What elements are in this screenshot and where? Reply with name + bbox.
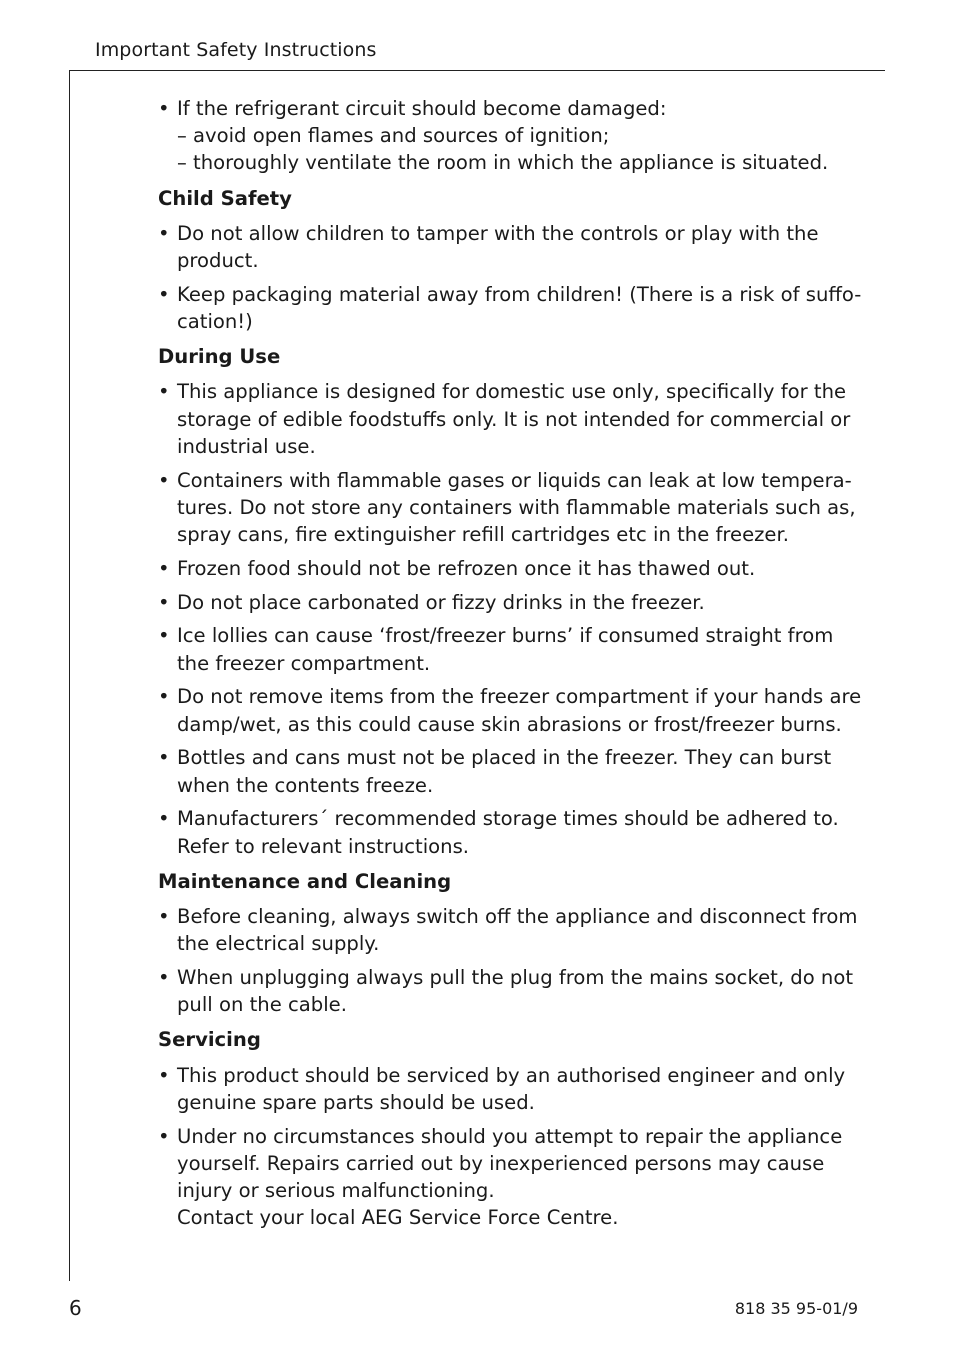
bullet-text-line: Ice lollies can cause ‘frost/freezer burns’ if consumed straight from	[177, 624, 834, 648]
bullet-text-line: When unplugging always pull the plug from the mains socket, do not	[177, 966, 854, 990]
section-heading: Child Safety	[158, 186, 292, 210]
bullet-item	[158, 964, 868, 1018]
bullet-dot: •	[158, 590, 170, 614]
bullet-dot: •	[158, 282, 170, 306]
bullet-text-line: genuine spare parts should be used.	[177, 1090, 535, 1114]
bullet-item	[158, 378, 868, 460]
bullet-text-line: the electrical supply.	[177, 932, 380, 956]
bullet-text-line: If the refrigerant circuit should become damaged:	[177, 97, 667, 120]
bullet-dot: •	[158, 746, 170, 770]
bullet-item	[158, 744, 868, 798]
bullet-text-line: Under no circumstances should you attempt to repair the appliance	[177, 1124, 843, 1148]
bullet-item	[158, 589, 868, 616]
bullet-text-line: Keep packaging material away from children! (There is a risk of suffo-	[177, 282, 862, 306]
bullet-text-line: – thoroughly ventilate the room in which the appliance is situated.	[177, 151, 829, 175]
bullet-dot: •	[158, 685, 170, 709]
bullet-text-line: storage of edible foodstuffs only. It is not intended for commercial or	[177, 407, 851, 431]
bullet-item	[158, 95, 868, 177]
bullet-text-line: cation!)	[177, 310, 253, 334]
bullet-text-line: injury or serious malfunctioning.	[177, 1179, 495, 1203]
bullet-text-line: Manufacturers´ recommended storage times should be adhered to.	[177, 807, 839, 831]
section-heading: During Use	[158, 345, 281, 369]
bullet-text-line: This product should be serviced by an authorised engineer and only	[177, 1063, 846, 1087]
bullet-text-line: industrial use.	[177, 434, 316, 458]
bullet-text-line: yourself. Repairs carried out by inexperienced persons may cause	[177, 1151, 825, 1175]
bullet-dot: •	[158, 905, 170, 929]
bullet-text-line: spray cans, fire extinguisher refill cartridges etc in the freezer.	[177, 523, 789, 547]
bullet-item	[158, 683, 868, 737]
bullet-text-line: when the contents freeze.	[177, 773, 434, 797]
bullet-dot: •	[158, 966, 170, 990]
bullet-item	[158, 903, 868, 957]
bullet-text-line: This appliance is designed for domestic use only, specifically for the	[177, 380, 847, 404]
page-number: 6	[69, 1296, 82, 1320]
bullet-text-line: Do not place carbonated or fizzy drinks in the freezer.	[177, 590, 705, 614]
bullet-text-line: Contact your local AEG Service Force Centre.	[177, 1206, 619, 1230]
bullet-text-line: tures. Do not store any containers with flammable materials such as,	[177, 495, 856, 519]
document-code: 818 35 95-01/9	[734, 1299, 858, 1318]
document-body	[158, 95, 868, 1238]
bullet-text-line: – avoid open flames and sources of ignition;	[177, 124, 610, 148]
bullet-item	[158, 555, 868, 582]
bullet-text-line: the freezer compartment.	[177, 651, 431, 675]
bullet-text-line: Frozen food should not be refrozen once it has thawed out.	[177, 556, 756, 580]
bullet-item	[158, 1062, 868, 1116]
bullet-dot: •	[158, 807, 170, 831]
bullet-text-line: Bottles and cans must not be placed in the freezer. They can burst	[177, 746, 832, 770]
bullet-item	[158, 281, 868, 335]
bullet-dot: •	[158, 556, 170, 580]
bullet-dot: •	[158, 1124, 170, 1148]
margin-rule	[69, 70, 70, 1281]
header-rule	[69, 70, 885, 71]
bullet-text-line: Refer to relevant instructions.	[177, 834, 470, 858]
bullet-dot: •	[158, 468, 170, 492]
bullet-text-line: Containers with flammable gases or liquids can leak at low tempera-	[177, 468, 852, 492]
bullet-text-line: Before cleaning, always switch off the appliance and disconnect from	[177, 905, 858, 929]
bullet-item	[158, 805, 868, 859]
section-heading: Servicing	[158, 1028, 261, 1052]
bullet-item	[158, 622, 868, 676]
bullet-item	[158, 467, 868, 549]
bullet-dot: •	[158, 624, 170, 648]
bullet-dot: •	[158, 97, 170, 120]
bullet-text-line: Do not allow children to tamper with the controls or play with the	[177, 221, 819, 245]
page-header-title: Important Safety Instructions	[95, 39, 377, 61]
section-heading: Maintenance and Cleaning	[158, 869, 452, 893]
bullet-text-line: pull on the cable.	[177, 993, 347, 1017]
bullet-dot: •	[158, 221, 170, 245]
bullet-dot: •	[158, 1063, 170, 1087]
bullet-dot: •	[158, 380, 170, 404]
bullet-item	[158, 220, 868, 274]
bullet-text-line: product.	[177, 249, 259, 273]
bullet-text-line: damp/wet, as this could cause skin abrasions or frost/freezer burns.	[177, 712, 842, 736]
bullet-text-line: Do not remove items from the freezer compartment if your hands are	[177, 685, 862, 709]
bullet-item	[158, 1123, 868, 1232]
